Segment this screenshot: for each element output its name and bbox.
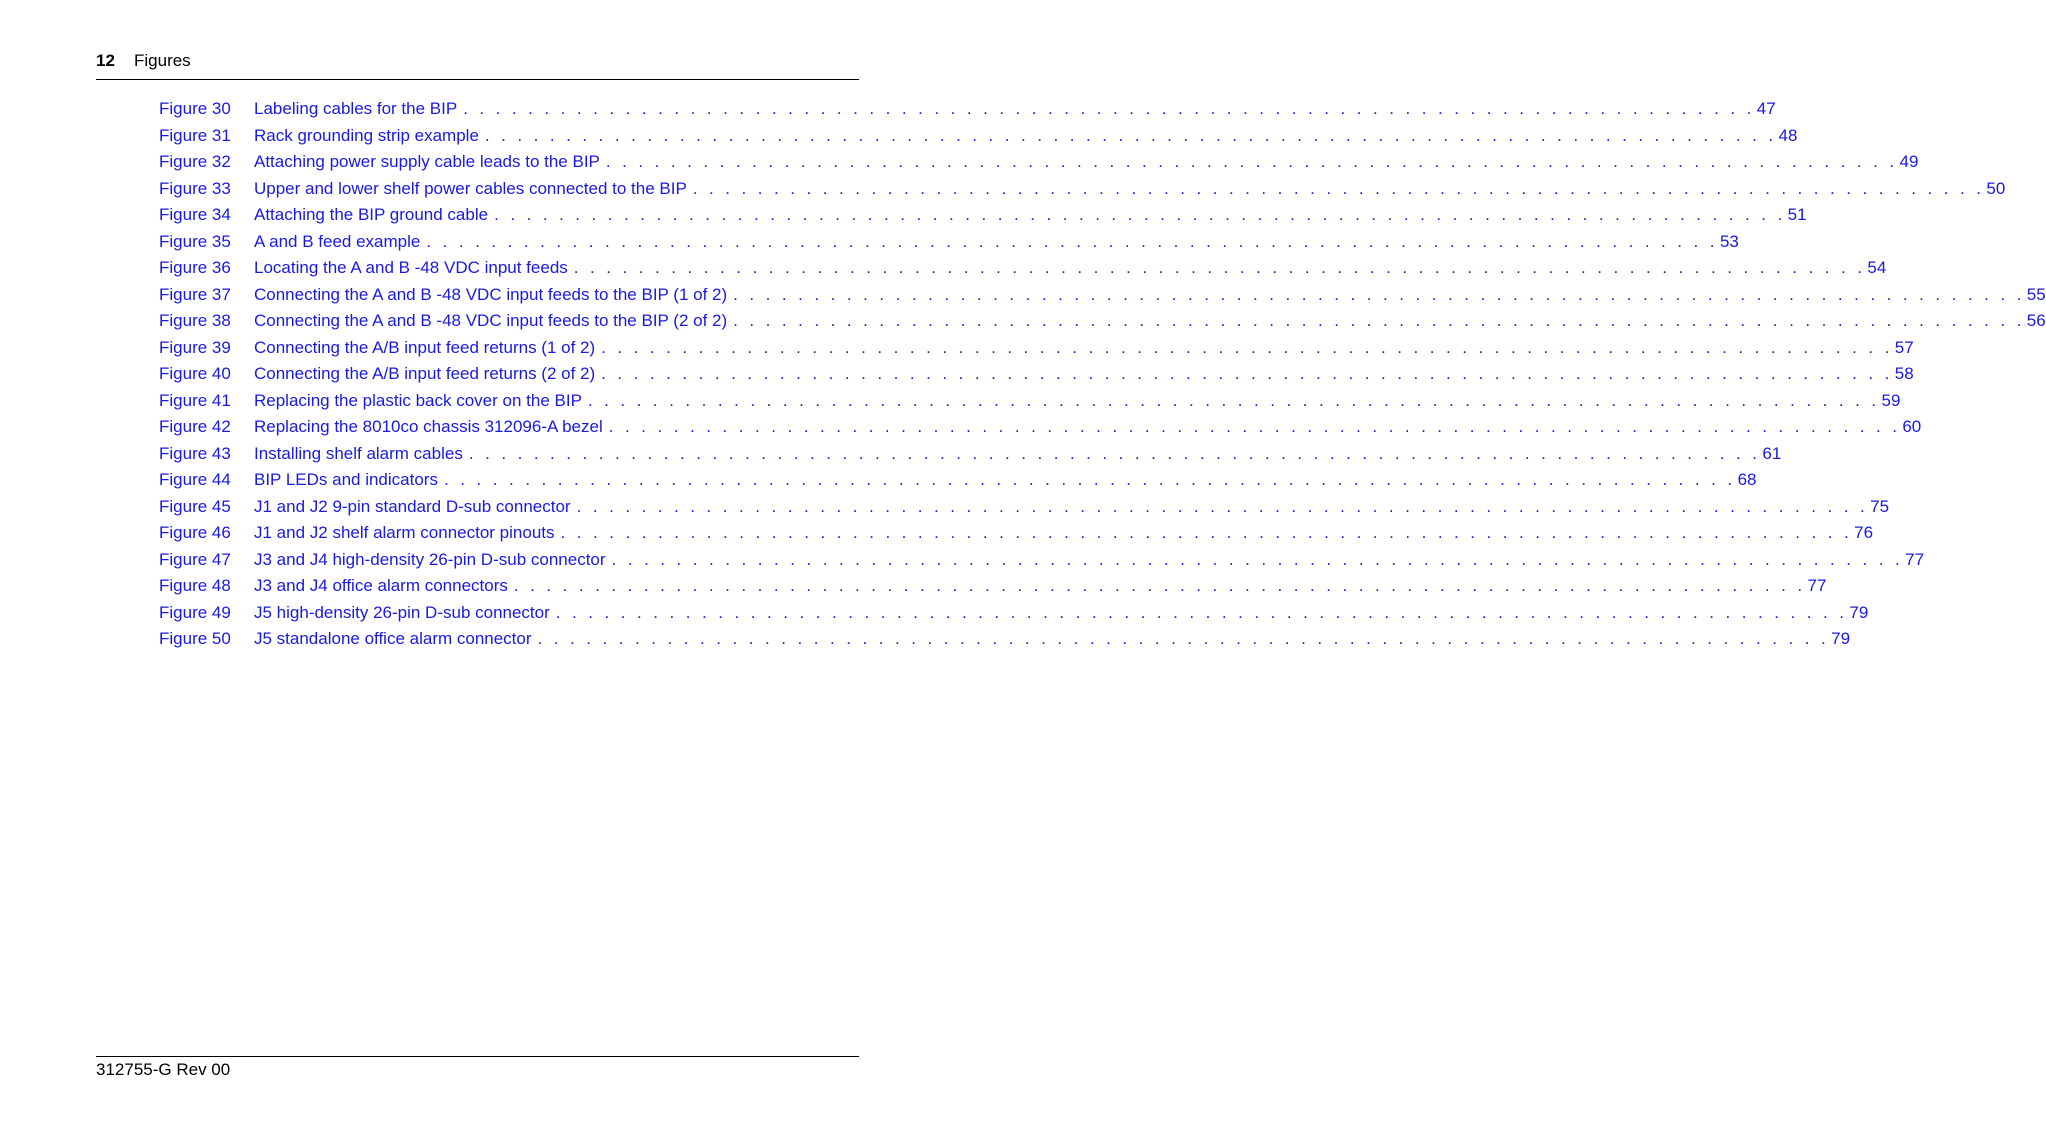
dot-leader: . . . . . . . . . . . . . . . . . . . . . . . . . . . . . . . . . . . . . . . . . . . . . . . . . . . . . . . . . . . . . . . . . . . . . . . . . . . . . . . . bbox=[537, 629, 1830, 648]
figure-label: Figure 47 bbox=[159, 549, 231, 569]
figure-title: Rack grounding strip example bbox=[254, 125, 479, 145]
toc-entry[interactable] bbox=[159, 494, 1890, 521]
page-ref: 79 bbox=[1849, 602, 1869, 622]
toc-entry[interactable] bbox=[159, 573, 1827, 600]
dot-leader: . . . . . . . . . . . . . . . . . . . . . . . . . . . . . . . . . . . . . . . . . . . . . . . . . . . . . . . . . . . . . . . . . . . . . . . . . . . . . . . . bbox=[608, 417, 1901, 436]
toc-entry[interactable] bbox=[159, 335, 1914, 362]
dot-leader: . . . . . . . . . . . . . . . . . . . . . . . . . . . . . . . . . . . . . . . . . . . . . . . . . . . . . . . . . . . . . . . . . . . . . . . . . . . . . . . . bbox=[484, 125, 1777, 145]
dot-leader: . . . . . . . . . . . . . . . . . . . . . . . . . . . . . . . . . . . . . . . . . . . . . . . . . . . . . . . . . . . . . . . . . . . . . . . . . . . . . . . . bbox=[605, 152, 1898, 171]
page-ref: 58 bbox=[1894, 364, 1914, 383]
toc-entry[interactable] bbox=[159, 467, 1757, 494]
page-ref: 51 bbox=[1787, 205, 1807, 224]
page-ref: 77 bbox=[1807, 576, 1827, 595]
figure-title: Connecting the A and B -48 VDC input feeds to the BIP (2 of 2) bbox=[254, 311, 728, 330]
figure-title: Attaching the BIP ground cable bbox=[254, 205, 489, 224]
figure-label: Figure 44 bbox=[159, 470, 231, 489]
figure-label: Figure 30 bbox=[159, 99, 231, 118]
page-number: 12 bbox=[96, 51, 115, 70]
dot-leader: . . . . . . . . . . . . . . . . . . . . . . . . . . . . . . . . . . . . . . . . . . . . . . . . . . . . . . . . . . . . . . . . . . . . . . . . . . . . . . . . bbox=[601, 337, 1893, 357]
page-ref: 48 bbox=[1778, 125, 1798, 145]
figure-title: Connecting the A and B -48 VDC input feeds to the BIP (1 of 2) bbox=[254, 284, 728, 304]
page-ref: 77 bbox=[1905, 549, 1925, 569]
toc-entry[interactable] bbox=[159, 441, 1782, 468]
page-ref: 79 bbox=[1831, 629, 1851, 648]
figure-title: Labeling cables for the BIP bbox=[254, 99, 458, 118]
page-ref: 61 bbox=[1762, 443, 1782, 463]
figure-label: Figure 46 bbox=[159, 523, 231, 542]
figure-title: J1 and J2 9-pin standard D-sub connector bbox=[254, 496, 571, 516]
figure-label: Figure 37 bbox=[159, 284, 231, 304]
toc-entry[interactable] bbox=[159, 96, 1776, 123]
toc-entry[interactable] bbox=[159, 255, 1887, 282]
figure-label: Figure 50 bbox=[159, 629, 231, 648]
dot-leader: . . . . . . . . . . . . . . . . . . . . . . . . . . . . . . . . . . . . . . . . . . . . . . . . . . . . . . . . . . . . . . . . . . . . . . . . . . . . . . . . bbox=[611, 549, 1904, 569]
page-ref: 68 bbox=[1737, 470, 1757, 489]
toc-entry[interactable] bbox=[159, 123, 1798, 150]
page-footer bbox=[96, 1059, 230, 1081]
figure-title: Locating the A and B -48 VDC input feeds bbox=[254, 258, 568, 277]
header-divider bbox=[96, 79, 859, 80]
toc-entry[interactable] bbox=[159, 361, 1914, 388]
figure-title: J3 and J4 high-density 26-pin D-sub connector bbox=[254, 549, 606, 569]
figure-title: BIP LEDs and indicators bbox=[254, 470, 438, 489]
figure-title: J3 and J4 office alarm connectors bbox=[254, 576, 508, 595]
page-ref: 53 bbox=[1719, 231, 1739, 251]
figure-title: Connecting the A/B input feed returns (1 of 2) bbox=[254, 337, 596, 357]
figure-label: Figure 45 bbox=[159, 496, 231, 516]
toc-entry[interactable] bbox=[159, 282, 2046, 309]
page-ref: 50 bbox=[1986, 178, 2006, 198]
dot-leader: . . . . . . . . . . . . . . . . . . . . . . . . . . . . . . . . . . . . . . . . . . . . . . . . . . . . . . . . . . . . . . . . . . . . . . . . . . . . . . . . bbox=[692, 178, 1985, 198]
figure-title: Replacing the 8010co chassis 312096-A bezel bbox=[254, 417, 603, 436]
toc-entry[interactable] bbox=[159, 308, 2046, 335]
page-ref: 56 bbox=[2026, 311, 2046, 330]
figure-label: Figure 43 bbox=[159, 443, 231, 463]
dot-leader: . . . . . . . . . . . . . . . . . . . . . . . . . . . . . . . . . . . . . . . . . . . . . . . . . . . . . . . . . . . . . . . . . . . . . . . . . . . . . . . . bbox=[463, 99, 1755, 118]
figure-label: Figure 36 bbox=[159, 258, 231, 277]
figure-label: Figure 49 bbox=[159, 602, 231, 622]
figure-title: A and B feed example bbox=[254, 231, 421, 251]
figure-label: Figure 34 bbox=[159, 205, 231, 224]
figure-label: Figure 48 bbox=[159, 576, 231, 595]
page-ref: 75 bbox=[1870, 496, 1890, 516]
figure-title: Installing shelf alarm cables bbox=[254, 443, 463, 463]
figure-label: Figure 35 bbox=[159, 231, 231, 251]
page-ref: 55 bbox=[2026, 284, 2046, 304]
figure-label: Figure 32 bbox=[159, 152, 231, 171]
dot-leader: . . . . . . . . . . . . . . . . . . . . . . . . . . . . . . . . . . . . . . . . . . . . . . . . . . . . . . . . . . . . . . . . . . . . . . . . . . . . . . . . bbox=[587, 390, 1880, 410]
figure-title: J5 standalone office alarm connector bbox=[254, 629, 532, 648]
figure-title: J1 and J2 shelf alarm connector pinouts bbox=[254, 523, 555, 542]
toc-entry[interactable] bbox=[159, 414, 1922, 441]
figure-label: Figure 31 bbox=[159, 125, 231, 145]
footer-divider bbox=[96, 1056, 859, 1057]
document-id: 312755-G Rev 00 bbox=[96, 1060, 231, 1079]
dot-leader: . . . . . . . . . . . . . . . . . . . . . . . . . . . . . . . . . . . . . . . . . . . . . . . . . . . . . . . . . . . . . . . . . . . . . . . . . . . . . . . . bbox=[560, 523, 1853, 542]
figure-label: Figure 40 bbox=[159, 364, 231, 383]
toc-entry[interactable] bbox=[159, 202, 1807, 229]
figure-label: Figure 38 bbox=[159, 311, 231, 330]
figure-title: J5 high-density 26-pin D-sub connector bbox=[254, 602, 550, 622]
toc-entry[interactable] bbox=[159, 547, 1925, 574]
section-title: Figures bbox=[134, 51, 191, 70]
page-ref: 76 bbox=[1854, 523, 1874, 542]
toc-entry[interactable] bbox=[159, 229, 1739, 256]
dot-leader: . . . . . . . . . . . . . . . . . . . . . . . . . . . . . . . . . . . . . . . . . . . . . . . . . . . . . . . . . . . . . . . . . . . . . . . . . . . . . . . . bbox=[555, 602, 1848, 622]
figure-title: Attaching power supply cable leads to the BIP bbox=[254, 152, 600, 171]
toc-entry[interactable] bbox=[159, 600, 1869, 627]
page-header bbox=[96, 50, 858, 72]
figure-label: Figure 39 bbox=[159, 337, 231, 357]
dot-leader: . . . . . . . . . . . . . . . . . . . . . . . . . . . . . . . . . . . . . . . . . . . . . . . . . . . . . . . . . . . . . . . . . . . . . . . . . . . . . . . . bbox=[576, 496, 1869, 516]
dot-leader: . . . . . . . . . . . . . . . . . . . . . . . . . . . . . . . . . . . . . . . . . . . . . . . . . . . . . . . . . . . . . . . . . . . . . . . . . . . . . . . . bbox=[468, 443, 1761, 463]
figures-list bbox=[159, 96, 2046, 653]
dot-leader: . . . . . . . . . . . . . . . . . . . . . . . . . . . . . . . . . . . . . . . . . . . . . . . . . . . . . . . . . . . . . . . . . . . . . . . . . . . . . . . . bbox=[733, 284, 2025, 304]
toc-entry[interactable] bbox=[159, 626, 1851, 653]
page-ref: 57 bbox=[1894, 337, 1914, 357]
figure-title: Connecting the A/B input feed returns (2 of 2) bbox=[254, 364, 596, 383]
dot-leader: . . . . . . . . . . . . . . . . . . . . . . . . . . . . . . . . . . . . . . . . . . . . . . . . . . . . . . . . . . . . . . . . . . . . . . . . . . . . . . . . bbox=[733, 311, 2025, 330]
figure-label: Figure 33 bbox=[159, 178, 231, 198]
page-ref: 59 bbox=[1881, 390, 1901, 410]
toc-entry[interactable] bbox=[159, 388, 1901, 415]
dot-leader: . . . . . . . . . . . . . . . . . . . . . . . . . . . . . . . . . . . . . . . . . . . . . . . . . . . . . . . . . . . . . . . . . . . . . . . . . . . . . . . . bbox=[426, 231, 1718, 251]
page-ref: 49 bbox=[1899, 152, 1919, 171]
dot-leader: . . . . . . . . . . . . . . . . . . . . . . . . . . . . . . . . . . . . . . . . . . . . . . . . . . . . . . . . . . . . . . . . . . . . . . . . . . . . . . . . bbox=[494, 205, 1786, 224]
figure-title: Replacing the plastic back cover on the BIP bbox=[254, 390, 582, 410]
page-ref: 60 bbox=[1902, 417, 1922, 436]
toc-entry[interactable] bbox=[159, 176, 2006, 203]
figure-label: Figure 42 bbox=[159, 417, 231, 436]
page-ref: 54 bbox=[1867, 258, 1887, 277]
figure-label: Figure 41 bbox=[159, 390, 231, 410]
dot-leader: . . . . . . . . . . . . . . . . . . . . . . . . . . . . . . . . . . . . . . . . . . . . . . . . . . . . . . . . . . . . . . . . . . . . . . . . . . . . . . . . bbox=[573, 258, 1866, 277]
toc-entry[interactable] bbox=[159, 520, 1874, 547]
dot-leader: . . . . . . . . . . . . . . . . . . . . . . . . . . . . . . . . . . . . . . . . . . . . . . . . . . . . . . . . . . . . . . . . . . . . . . . . . . . . . . . . bbox=[513, 576, 1806, 595]
figure-title: Upper and lower shelf power cables connected to the BIP bbox=[254, 178, 687, 198]
dot-leader: . . . . . . . . . . . . . . . . . . . . . . . . . . . . . . . . . . . . . . . . . . . . . . . . . . . . . . . . . . . . . . . . . . . . . . . . . . . . . . . . bbox=[443, 470, 1736, 489]
toc-entry[interactable] bbox=[159, 149, 1919, 176]
dot-leader: . . . . . . . . . . . . . . . . . . . . . . . . . . . . . . . . . . . . . . . . . . . . . . . . . . . . . . . . . . . . . . . . . . . . . . . . . . . . . . . . bbox=[601, 364, 1893, 383]
page-ref: 47 bbox=[1756, 99, 1776, 118]
